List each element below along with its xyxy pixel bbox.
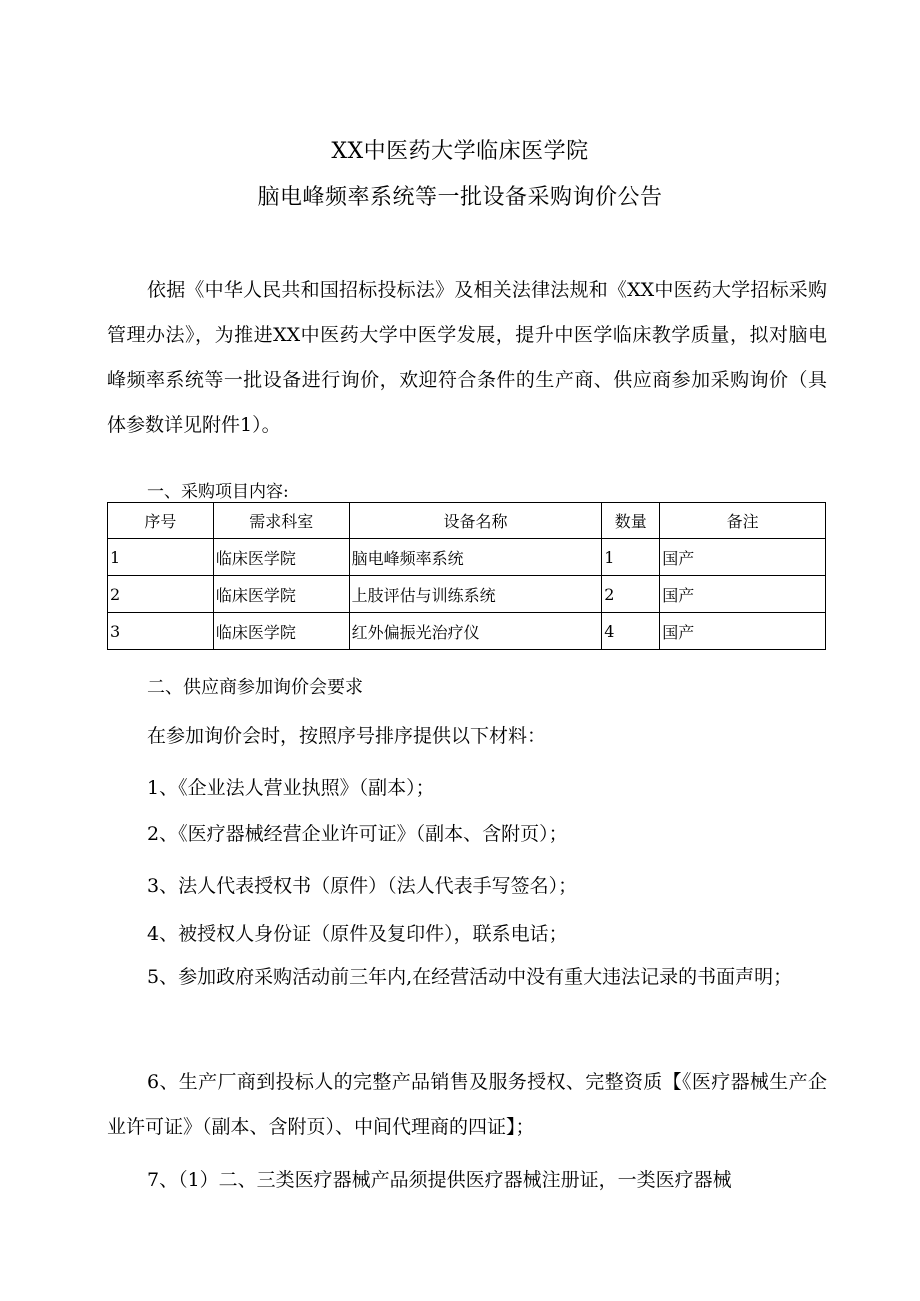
requirement-item: 3、法人代表授权书（原件）（法人代表手写签名）； <box>147 875 578 897</box>
col-header-equipment: 设备名称 <box>349 503 602 539</box>
section2-heading: 二、供应商参加询价会要求 <box>147 677 363 698</box>
requirement-item: 7、（1）二、三类医疗器械产品须提供医疗器械注册证，一类医疗器械 <box>147 1169 732 1191</box>
col-header-quantity: 数量 <box>602 503 660 539</box>
cell-index: 3 <box>108 613 214 650</box>
cell-equipment: 红外偏振光治疗仪 <box>349 613 602 650</box>
requirement-item: 2、《医疗器械经营企业许可证》（副本、含附页）； <box>147 823 568 845</box>
cell-index: 1 <box>108 539 214 576</box>
table-row <box>108 613 826 650</box>
cell-quantity: 4 <box>602 613 660 650</box>
section2-lead: 在参加询价会时，按照序号排序提供以下材料： <box>147 725 547 747</box>
document-title-line1: XX中医药大学临床医学院 <box>331 139 589 164</box>
cell-remarks: 国产 <box>660 539 826 576</box>
requirement-item: 6、生产厂商到投标人的完整产品销售及服务授权、完整资质【《医疗器械生产企业许可证》（副本、含附页）、中间代理商的四证】； <box>107 1071 827 1138</box>
intro-paragraph: 依据《中华人民共和国招标投标法》及相关法律法规和《XX中医药大学招标采购管理办法》，为推进XX中医药大学中医学发展，提升中医学临床教学质量，拟对脑电峰频率系统等一批设备进行询价，欢迎符合条件的生产商、供应商参加采购询价（具体参数详见附件1）。 <box>107 279 827 436</box>
col-header-department: 需求科室 <box>213 503 349 539</box>
cell-remarks: 国产 <box>660 613 826 650</box>
col-header-index: 序号 <box>108 503 214 539</box>
cell-quantity: 1 <box>602 539 660 576</box>
cell-department: 临床医学院 <box>213 576 349 613</box>
requirement-item: 4、被授权人身份证（原件及复印件），联系电话； <box>147 923 568 945</box>
table-row <box>108 576 826 613</box>
section1-heading: 一、采购项目内容: <box>147 482 289 502</box>
table-row <box>108 539 826 576</box>
requirement-item: 5、参加政府采购活动前三年内,在经营活动中没有重大违法记录的书面声明； <box>147 966 793 988</box>
cell-equipment: 脑电峰频率系统 <box>349 539 602 576</box>
requirement-item: 1、《企业法人营业执照》（副本）； <box>147 777 435 799</box>
cell-equipment: 上肢评估与训练系统 <box>349 576 602 613</box>
document-title-line2: 脑电峰频率系统等一批设备采购询价公告 <box>257 185 663 210</box>
cell-department: 临床医学院 <box>213 539 349 576</box>
cell-department: 临床医学院 <box>213 613 349 650</box>
cell-remarks: 国产 <box>660 576 826 613</box>
procurement-table <box>107 502 826 650</box>
col-header-remarks: 备注 <box>660 503 826 539</box>
cell-quantity: 2 <box>602 576 660 613</box>
table-header-row <box>108 503 826 539</box>
cell-index: 2 <box>108 576 214 613</box>
